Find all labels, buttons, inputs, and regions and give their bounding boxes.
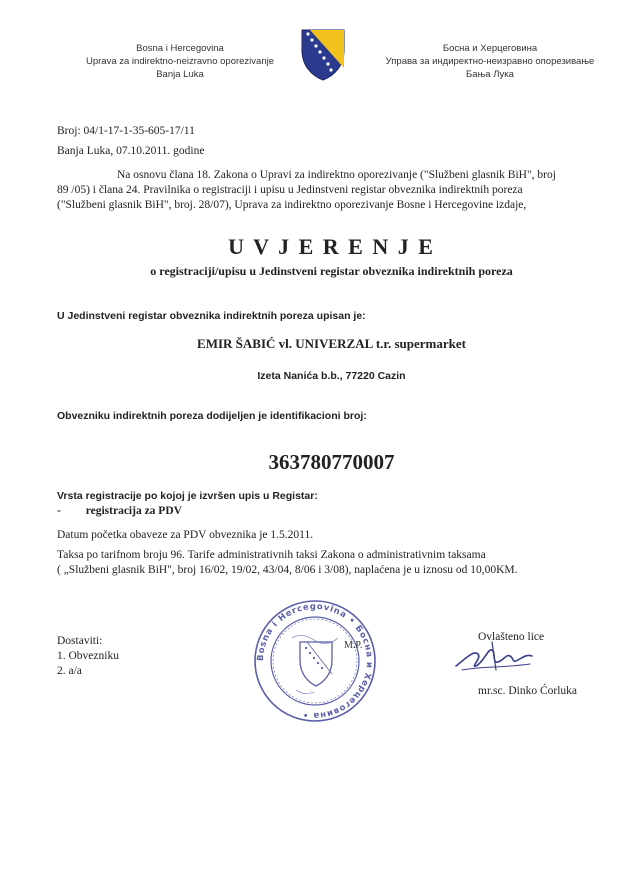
- intro-line: Na osnovu člana 18. Zakona o Upravi za indirektno oporezivanje ("Službeni glasnik BiH", broj: [117, 169, 556, 181]
- deliver-block: [57, 634, 119, 679]
- document-number: Broj: 04/1-17-1-35-605-17/11: [57, 125, 195, 137]
- reg-type-value: registracija za PDV: [85, 505, 182, 517]
- intro-line: ("Službeni glasnik BiH", broj. 28/07), Uprava za indirektno oporezivanje Bosne i Hercegovine izdaje,: [57, 199, 527, 211]
- document-date: Banja Luka, 07.10.2011. godine: [57, 145, 205, 157]
- id-label: Obvezniku indirektnih poreza dodijeljen je identifikacioni broj:: [57, 410, 367, 422]
- intro-paragraph: [57, 168, 597, 213]
- bih-coat-of-arms-icon: [300, 28, 346, 82]
- fee-line: Taksa po tarifnom broju 96. Tarife administrativnih taksi Zakona o administrativnim taksama: [57, 549, 486, 561]
- reg-type-label: Vrsta registracije po kojoj je izvršen upis u Registar:: [57, 490, 318, 502]
- document-title: U V J E R E N J E: [228, 234, 435, 259]
- registered-label: U Jedinstveni registar obveznika indirektnih poreza upisan je:: [57, 310, 366, 322]
- company-name: EMIR ŠABIĆ vl. UNIVERZAL t.r. supermarket: [197, 336, 466, 351]
- svg-text:Bosna i Hercegovina • Босна и: Bosna i Hercegovina • Босна и Херцеговина •: [255, 601, 375, 721]
- deliver-item: 2. a/a: [57, 665, 82, 677]
- header-right: [380, 42, 600, 81]
- signatory-label: Ovlašteno lice: [478, 631, 545, 643]
- signature-icon: [452, 636, 538, 674]
- signatory-name: mr.sc. Dinko Ćorluka: [478, 685, 578, 697]
- reg-type-dash: -: [57, 505, 61, 517]
- fee-paragraph: [57, 548, 597, 578]
- header-left-line1: Bosna i Hercegovina: [136, 43, 224, 54]
- header-left: [70, 42, 290, 81]
- header-right-line3: Бања Лука: [466, 69, 514, 80]
- official-stamp-icon: [252, 598, 378, 724]
- company-address: Izeta Nanića b.b., 77220 Cazin: [257, 370, 406, 382]
- document-subtitle: o registraciji/upisu u Jedinstveni registar obveznika indirektnih poreza: [150, 264, 513, 278]
- start-date: Datum početka obaveze za PDV obveznika je 1.5.2011.: [57, 529, 314, 541]
- fee-line: ( „Službeni glasnik BiH", broj 16/02, 19/02, 43/04, 8/06 i 3/08), naplaćena je u iznosu od 10,00KM.: [57, 564, 518, 576]
- stamp-mp: M.P.: [344, 640, 363, 651]
- intro-line: 89 /05) i člana 24. Pravilnika o registraciji i upisu u Jedinstveni registar obveznika indirektnih poreza: [57, 184, 523, 196]
- id-number: 363780770007: [268, 450, 395, 474]
- header-left-line2: Uprava za indirektno-neizravno oporezivanje: [86, 56, 274, 67]
- deliver-title: Dostaviti:: [57, 635, 103, 647]
- header-left-line3: Banja Luka: [156, 69, 204, 80]
- header-right-line1: Босна и Херцеговина: [442, 43, 538, 54]
- reg-type-row: [57, 504, 182, 519]
- deliver-item: 1. Obvezniku: [57, 650, 119, 662]
- header-right-line2: Управа за индиректно-неизравно опорезивање: [385, 56, 595, 67]
